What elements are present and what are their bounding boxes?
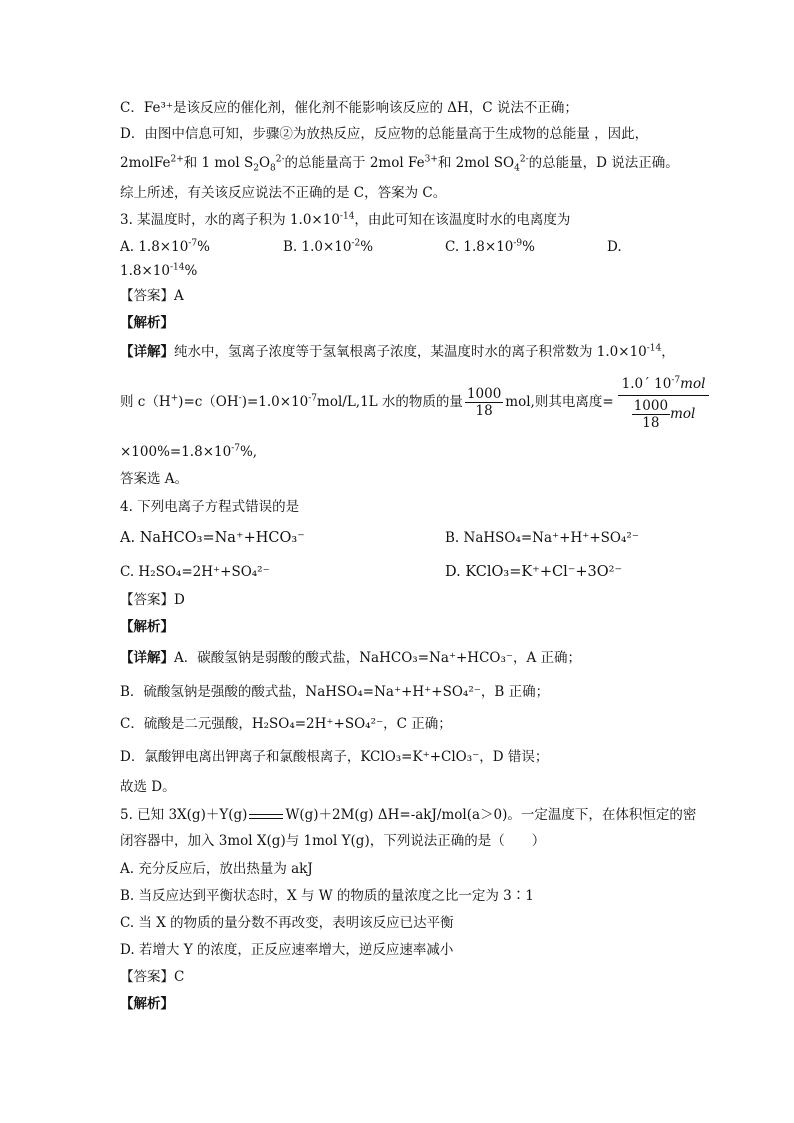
question-5-stem-line-1: 5. 已知 3X(g)＋Y(g) W(g)＋2M(g) ΔH=-akJ/mol(a＞0)。一定温度下，在体积恒定的密 [120, 807, 697, 823]
analysis-3-heading: 【解析】 [120, 315, 174, 331]
detail-4-c: C．硫酸是二元强酸，H₂SO₄=2H⁺+SO₄²⁻，C 正确； [120, 716, 452, 732]
text-line-summary: 综上所述，有关该反应说法不正确的是 C，答案为 C。 [120, 185, 447, 201]
q5-option-a: A. 充分反应后，放出热量为 akJ [120, 861, 313, 877]
analysis-4-heading: 【解析】 [120, 619, 174, 635]
q4-option-a: A. NaHCO₃=Na⁺+HCO₃⁻ [120, 530, 305, 546]
q5-option-d: D. 若增大 Y 的浓度，正反应速率增大，逆反应速率减小 [120, 942, 454, 958]
q5-option-b: B. 当反应达到平衡状态时，X 与 W 的物质的量浓度之比一定为 3∶1 [120, 888, 534, 904]
answer-3: 【答案】A [120, 288, 184, 304]
detail-4-a: 【详解】A．碳酸氢钠是弱酸的酸式盐，NaHCO₃=Na⁺+HCO₃⁻，A 正确； [120, 650, 582, 666]
q3-option-b: B. $1.0\times 10^{-2}\%$ [283, 238, 374, 255]
question-4-stem: 4. 下列电离子方程式错误的是 [120, 499, 300, 515]
detail-3-line-3: $\times 100\%=1.8\times 10^{-7}\%$, [120, 443, 258, 460]
q3-option-d-label: D. [607, 239, 622, 255]
equilibrium-arrow-icon [249, 811, 283, 821]
detail-4-d: D．氯酸钾电离出钾离子和氯酸根离子，KClO₃=K⁺+ClO₃⁻，D 错误； [120, 749, 549, 765]
q5-option-c: C. 当 X 的物质的量分数不再改变，表明该反应已达平衡 [120, 915, 454, 931]
text-line-energy: 2molFe$^{2+}$和 1 mol $S_2O_8^{2-}$的总能量高于 2mol $Fe^{3+}$和 2mol $SO_4^{2-}$的总能量，D 说法正确。 [120, 154, 679, 174]
analysis-5-heading: 【解析】 [120, 996, 174, 1012]
fraction-moles: $\frac{1000}{18}$ [466, 386, 502, 419]
detail-4-conclusion: 故选 D。 [120, 779, 176, 795]
q4-option-b: B. NaHSO₄=Na⁺+H⁺+SO₄²⁻ [445, 530, 639, 546]
question-3-stem: 3. 某温度时，水的离子积为 $1.0\times 10^{-14}$，由此可知在该温度时水的电离度为 [120, 211, 571, 228]
detail-3-conclusion: 答案选 A。 [120, 471, 189, 487]
question-5-stem-line-2: 闭容器中，加入 3mol X(g)与 1mol Y(g)，下列说法正确的是（ ） [120, 833, 546, 849]
text-line-d-option: D．由图中信息可知，步骤②为放热反应，反应物的总能量高于生成物的总能量 ，因此， [120, 126, 649, 142]
detail-3-line-2: 则 $c(H^+)=c(OH^-)=1.0\times 10^{-7}mol/L,1L$ 水的物质的量 $\frac{1000}{18}$ mol,则其电离度= 1.0´ $10^{-7}mol$ $\frac{1000}{18}$ mol [120, 372, 709, 432]
text-line-c-option: C．Fe³⁺是该反应的催化剂，催化剂不能影响该反应的 ΔH，C 说法不正确； [120, 100, 578, 116]
answer-4: 【答案】D [120, 592, 185, 608]
answer-5: 【答案】C [120, 969, 185, 985]
q3-option-a: A. $1.8\times 10^{-7}\%$ [120, 238, 210, 255]
q4-option-d: D. KClO₃=K⁺+Cl⁻+3O²⁻ [445, 564, 623, 580]
q3-option-c: C. $1.8\times 10^{-9}\%$ [445, 238, 535, 255]
q3-option-d-value: $1.8\times 10^{-14}\%$ [120, 262, 198, 279]
q4-option-c: C. H₂SO₄=2H⁺+SO₄²⁻ [120, 564, 270, 580]
detail-3-line-1: 【详解】纯水中，氢离子浓度等于氢氧根离子浓度，某温度时水的离子积常数为 $1.0\times 10^{-14}$， [120, 343, 675, 360]
detail-4-b: B．硫酸氢钠是强酸的酸式盐，NaHSO₄=Na⁺+H⁺+SO₄²⁻，B 正确； [120, 684, 550, 700]
fraction-ionization-degree: 1.0´ $10^{-7}mol$ $\frac{1000}{18}$ mol [618, 375, 710, 431]
